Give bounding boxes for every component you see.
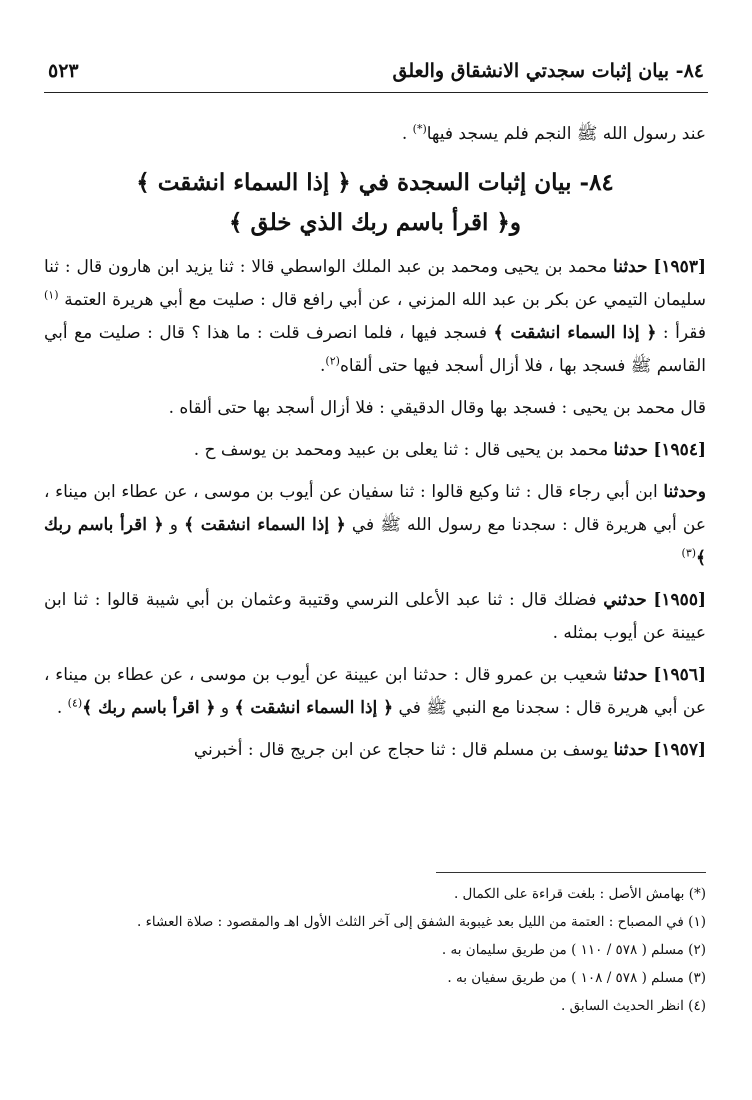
hadith-text: فضلك قال : ثنا عبد الأعلى النرسي وقتيبة وعثمان بن أبي شيبة قالوا : ثنا ابن عيينة عن أيوب بمثله . <box>44 590 706 643</box>
footnote-ref: (١) <box>44 288 59 302</box>
footnote-divider <box>436 872 706 873</box>
hadith-1953 <box>44 251 706 383</box>
hadith-number: [١٩٥٥] <box>653 590 706 610</box>
footnote-ref: (٤) <box>67 696 83 710</box>
quran-verse: ﴿ إذا السماء انشقت ﴾ <box>493 323 657 343</box>
footnotes <box>44 880 706 1020</box>
hadith-1956 <box>44 659 706 725</box>
footnote-2: (٢) مسلم ( ٥٧٨ / ١١٠ ) من طريق سليمان به . <box>441 942 706 958</box>
conjunction: و <box>163 515 185 535</box>
hadith-1955 <box>44 584 706 650</box>
hadith-end: . <box>320 356 326 376</box>
hadith-1954 <box>44 434 706 467</box>
chapter-heading-line-1: ٨٤- بيان إثبات السجدة في ﴿ إذا السماء انشقت ﴾ <box>136 169 614 196</box>
hadith-number: [١٩٥٣] <box>653 257 706 277</box>
footnote-1: (١) في المصباح : العتمة من الليل بعد غيبوبة الشفق إلى آخر الثلث الأول اهـ والمقصود : صلاة العشاء . <box>137 914 706 930</box>
chain-lead: حدثنا <box>613 440 648 460</box>
running-header <box>44 58 708 93</box>
hadith-text: شعيب بن عمرو قال : حدثنا ابن عيينة عن أيوب بن موسى ، عن عطاء بن ميناء ، عن أبي هريرة قال : سجدنا مع النبي ﷺ في <box>44 665 706 718</box>
main-text <box>44 118 706 776</box>
footnote-star: (*) بهامش الأصل : بلغت قراءة على الكمال . <box>453 886 706 902</box>
chain-lead: حدثنا <box>613 665 648 685</box>
footnote-4: (٤) انظر الحديث السابق . <box>560 998 706 1014</box>
quran-verse: ﴿ إذا السماء انشقت ﴾ <box>234 698 394 718</box>
quran-verse: ﴿ إذا السماء انشقت ﴾ <box>184 515 346 535</box>
footnote-3: (٣) مسلم ( ٥٧٨ / ١٠٨ ) من طريق سفيان به . <box>447 970 706 986</box>
conjunction: و <box>215 698 235 718</box>
hadith-text: فقرأ : <box>656 323 706 343</box>
chain-lead: حدثنا <box>613 740 648 760</box>
chain-lead: حدثنا <box>613 257 648 277</box>
footnote-ref: (٣) <box>681 546 697 560</box>
hadith-text: محمد بن يحيى ومحمد بن عبد الملك الواسطي قالا : ثنا يزيد ابن هارون قال : ثنا سليمان التيمي عن بكر بن عبد الله المزني ، عن أبي رافع قال : صليت مع أبي هريرة العتمة <box>44 257 706 310</box>
hadith-text: يوسف بن مسلم قال : ثنا حجاج عن ابن جريج قال : أخبرني <box>193 740 614 760</box>
footnote-ref: (٢) <box>325 354 340 368</box>
hadith-text: محمد بن يحيى قال : ثنا يعلى بن عبيد ومحمد بن يوسف ح . <box>193 440 614 460</box>
hadith-text: ابن أبي رجاء قال : ثنا وكيع قالوا : ثنا سفيان عن أيوب بن موسى ، عن عطاء ابن ميناء ، عن أبي هريرة قال : سجدنا مع رسول الله ﷺ في <box>44 482 706 535</box>
footnote-mark-star: (*) <box>412 122 427 136</box>
intro-end: . <box>401 124 413 144</box>
hadith-1957 <box>44 734 706 767</box>
hadith-1954-second-chain <box>44 476 706 575</box>
hadith-number: [١٩٥٧] <box>653 740 706 760</box>
chain-lead: حدثني <box>603 590 647 610</box>
chapter-heading-line-2: و﴿ اقرأ باسم ربك الذي خلق ﴾ <box>229 209 521 236</box>
running-title: ٨٤- بيان إثبات سجدتي الانشقاق والعلق <box>392 60 704 82</box>
hadith-end: . <box>56 698 68 718</box>
intro-text: عند رسول الله ﷺ النجم فلم يسجد فيها <box>426 124 706 144</box>
page-number: ٥٢٣ <box>48 60 79 82</box>
hadith-number: [١٩٥٤] <box>653 440 706 460</box>
chapter-heading <box>44 163 706 243</box>
note-1953: قال محمد بن يحيى : فسجد بها وقال الدقيقي : فلا أزال أسجد بها حتى ألقاه . <box>168 398 706 418</box>
hadith-text: فسجد فيها ، فلما انصرف قلت : ما هذا ؟ قال : صليت مع أبي القاسم ﷺ فسجد بها ، فلا أزال أسجد فيها حتى ألقاه <box>44 323 706 376</box>
quran-verse: ﴿ اقرأ باسم ربك ﴾ <box>82 698 216 718</box>
chain-lead: وحدثنا <box>663 482 706 502</box>
hadith-number: [١٩٥٦] <box>653 665 706 685</box>
quran-verse: ﴿ اقرأ باسم ربك ﴾ <box>44 515 706 568</box>
intro-line <box>44 118 706 151</box>
